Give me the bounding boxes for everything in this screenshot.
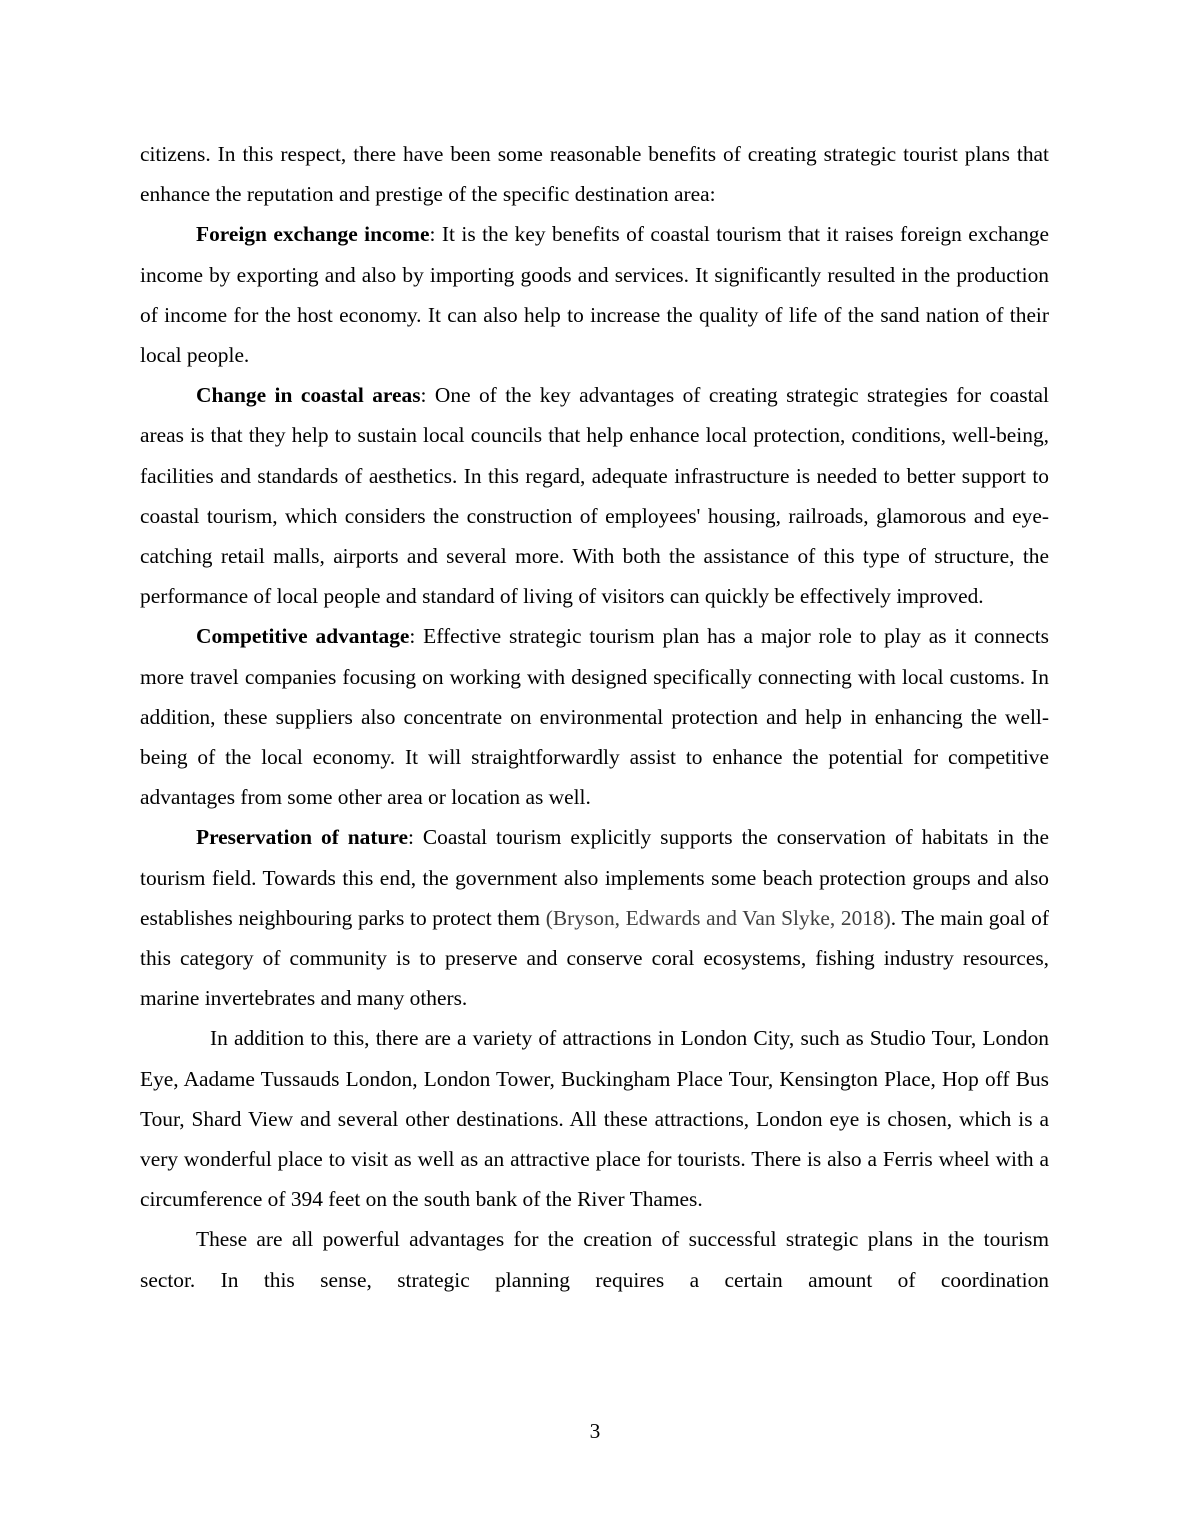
- paragraph-preservation: [140, 817, 1049, 1018]
- paragraph-preservation-text-before: : Coastal tourism explicitly supports the conservation of habitats in the tourism field. Towards this end, the government also implements some beach protection groups and also establishes neighbouring parks to protect them: [140, 825, 1049, 930]
- heading-preservation: Preservation of nature: [196, 825, 408, 850]
- heading-competitive-advantage: Competitive advantage: [196, 624, 410, 649]
- heading-coastal-areas: Change in coastal areas: [196, 383, 421, 408]
- paragraph-intro: [140, 134, 1049, 214]
- page-number: 3: [589, 1419, 601, 1443]
- heading-foreign-exchange: Foreign exchange income: [196, 222, 430, 247]
- paragraph-coastal-areas-text: : One of the key advantages of creating strategic strategies for coastal areas is that they help to sustain local councils that help enhance local protection, conditions, well-being, facilities and standards of aesthetics. In this regard, adequate infrastructure is needed to better support to coastal tourism, which considers the construction of employees' housing, railroads, glamorous and eye-catching retail malls, airports and several more. With both the assistance of this type of structure, the performance of local people and standard of living of visitors can quickly be effectively improved.: [140, 383, 1049, 609]
- paragraph-competitive-advantage-text: : Effective strategic tourism plan has a major role to play as it connects more travel companies focusing on working with designed specifically connecting with local customs. In addition, these suppliers also concentrate on environmental protection and help in enhancing the well-being of the local economy. It will straightforwardly assist to enhance the potential for competitive advantages from some other area or location as well.: [140, 624, 1049, 810]
- paragraph-coastal-areas: [140, 375, 1049, 616]
- body-text: [140, 134, 1049, 1300]
- paragraph-conclusion: [140, 1219, 1049, 1299]
- citation: (Bryson, Edwards and Van Slyke, 2018): [545, 905, 891, 930]
- paragraph-intro-text: citizens. In this respect, there have been some reasonable benefits of creating strategic tourist plans that enhance the reputation and prestige of the specific destination area:: [140, 142, 1049, 207]
- paragraph-foreign-exchange-text: : It is the key benefits of coastal tourism that it raises foreign exchange income by exporting and also by importing goods and services. It significantly resulted in the production of income for the host economy. It can also help to increase the quality of life of the sand nation of their local people.: [140, 222, 1049, 368]
- paragraph-conclusion-text: These are all powerful advantages for the creation of successful strategic plans in the tourism sector. In this sense, strategic planning requires a certain amount of coordination: [140, 1227, 1049, 1292]
- paragraph-london-attractions-text: In addition to this, there are a variety of attractions in London City, such as Studio Tour, London Eye, Aadame Tussauds London, London Tower, Buckingham Place Tour, Kensington Place, Hop off Bus Tour, Shard View and several other destinations. All these attractions, London eye is chosen, which is a very wonderful place to visit as well as an attractive place for tourists. There is also a Ferris wheel with a circumference of 394 feet on the south bank of the River Thames.: [140, 1026, 1049, 1212]
- paragraph-preservation-text-after: . The main goal of this category of community is to preserve and conserve coral ecosystems, fishing industry resources, marine invertebrates and many others.: [140, 905, 1049, 1011]
- paragraph-competitive-advantage: [140, 616, 1049, 817]
- paragraph-foreign-exchange: [140, 214, 1049, 375]
- paragraph-london-attractions: [140, 1018, 1049, 1219]
